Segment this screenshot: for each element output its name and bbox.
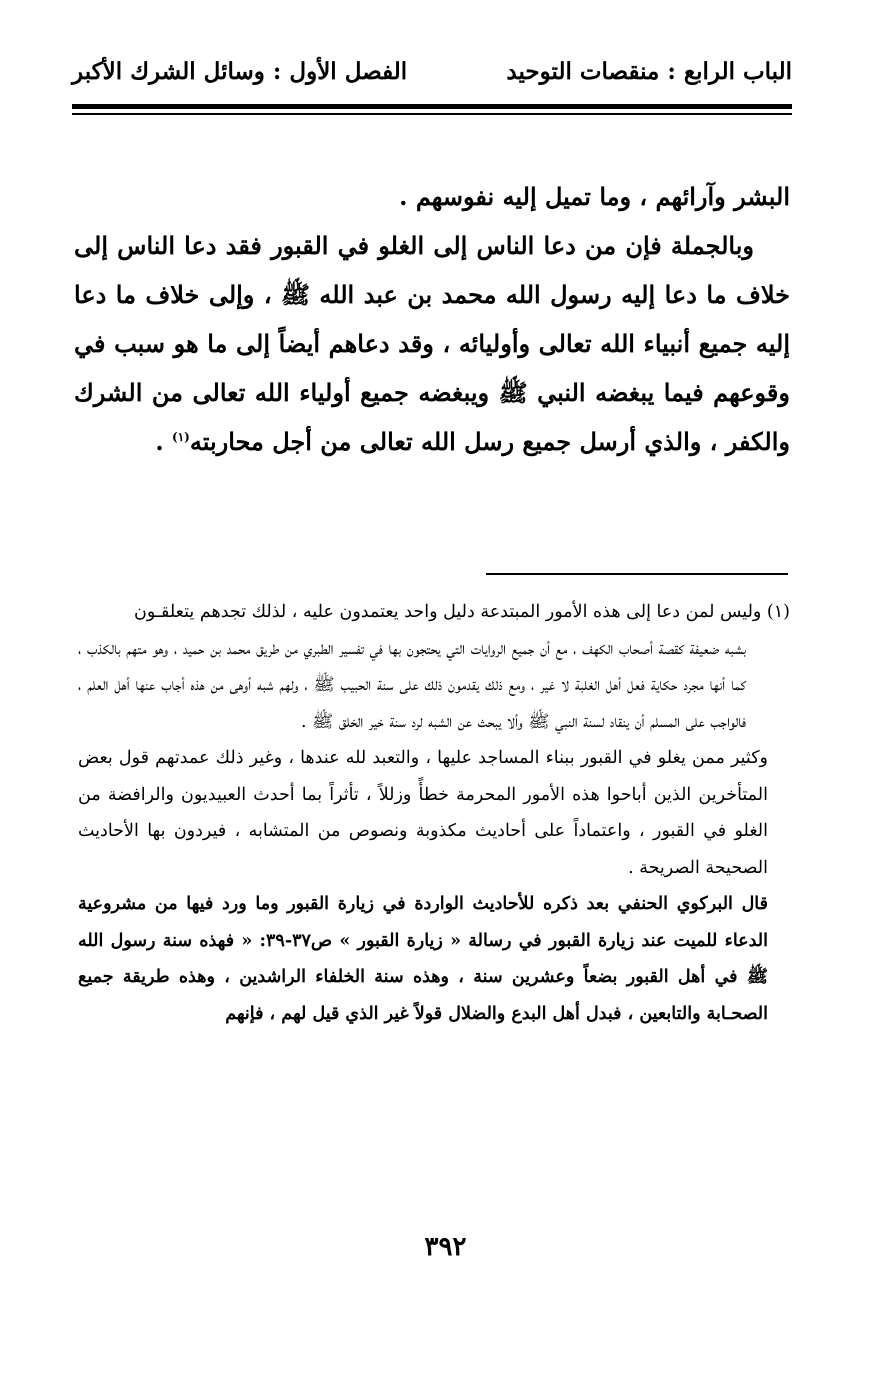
footnote-paragraph-2: وكثير ممن يغلو في القبور ببناء المساجد عليها ، والتعبد لله عندها ، وغير ذلك عمدتهم قول بعض المتأخرين الذين أباحوا هذه الأمور المحرمة خطأً وزللاً ، تأثراً بما أحدث العبيديون والرافضة من الغلو في القبور ، واعتماداً على أحاديث مكذوبة ونصوص من المتشابه ، فيردون بها الأحاديث الصحيحة الصريحة . bbox=[78, 748, 768, 878]
body-paragraph-text: وبالجملة فإن من دعا الناس إلى الغلو في القبور فقد دعا الناس إلى خلاف ما دعا إليه رسول الله محمد بن عبد الله ﷺ ، وإلى خلاف ما دعا إليه جميع أنبياء الله تعالى وأوليائه ، وقد دعاهم أيضاً إلى ما هو سبب في وقوعهم فيما يبغضه النبي ﷺ ويبغضه جميع أولياء الله تعالى من الشرك والكفر ، والذي أرسل جميع رسل الله تعالى من أجل محاربته bbox=[74, 231, 790, 456]
header-rule-thin bbox=[72, 113, 792, 115]
main-text bbox=[74, 172, 790, 466]
section-title: الفصل الأول : وسائل الشرك الأكبر bbox=[72, 58, 408, 85]
page-number: ٣٩٢ bbox=[424, 1232, 467, 1262]
body-line-1: البشر وآرائهم ، وما تميل إليه نفوسهم . bbox=[399, 182, 790, 211]
footnotes bbox=[78, 594, 790, 1032]
body-paragraph-end: . bbox=[155, 427, 173, 456]
body-paragraph bbox=[74, 221, 790, 466]
footnote-1-continuation: بشبه ضعيفة كقصة أصحاب الكهف ، مع أن جميع الروايات التي يحتجون بها في تفسير الطبري من طريق محمد بن حميد ، وهو متهم بالكذب ، كما أنها مجرد حكاية فعل أهل الغلبة لا غير ، ومع ذلك يقدمون ذلك على سنة الحبيب ﷺ ، ولهم شبه أوهى من هذه أجاب عنها أهل العلم ، فالواجب على المسلم أن ينقاد لسنة النبي ﷺ وألا يبحث عن الشبه لرد سنة خير الخلق ﷺ . bbox=[78, 638, 746, 732]
chapter-title: الباب الرابع : منقصات التوحيد bbox=[506, 58, 792, 85]
footnote-paragraph-3: قال البركوي الحنفي بعد ذكره للأحاديث الواردة في زيارة القبور وما ورد فيها من مشروعية الدعاء للميت عند زيارة القبور في رسالة « زيارة القبور » ص٣٧-٣٩: « فهذه سنة رسول الله ﷺ في أهل القبور بضعاً وعشرين سنة ، وهذه سنة الخلفاء الراشدين ، وهذه طريقة جميع الصحـابة والتابعين ، فبدل أهل البدع والضلال قولاً غير الذي قيل لهم ، فإنهم bbox=[78, 894, 768, 1024]
footnote-1-first-line: (١) وليس لمن دعا إلى هذه الأمور المبتدعة دليل واحد يعتمدون عليه ، لذلك تجدهم يتعلقـون bbox=[134, 602, 790, 622]
header-rule-thick bbox=[72, 104, 792, 109]
footnote-separator bbox=[486, 573, 788, 575]
footnote-marker: (١) bbox=[172, 430, 190, 444]
running-header bbox=[72, 58, 792, 98]
